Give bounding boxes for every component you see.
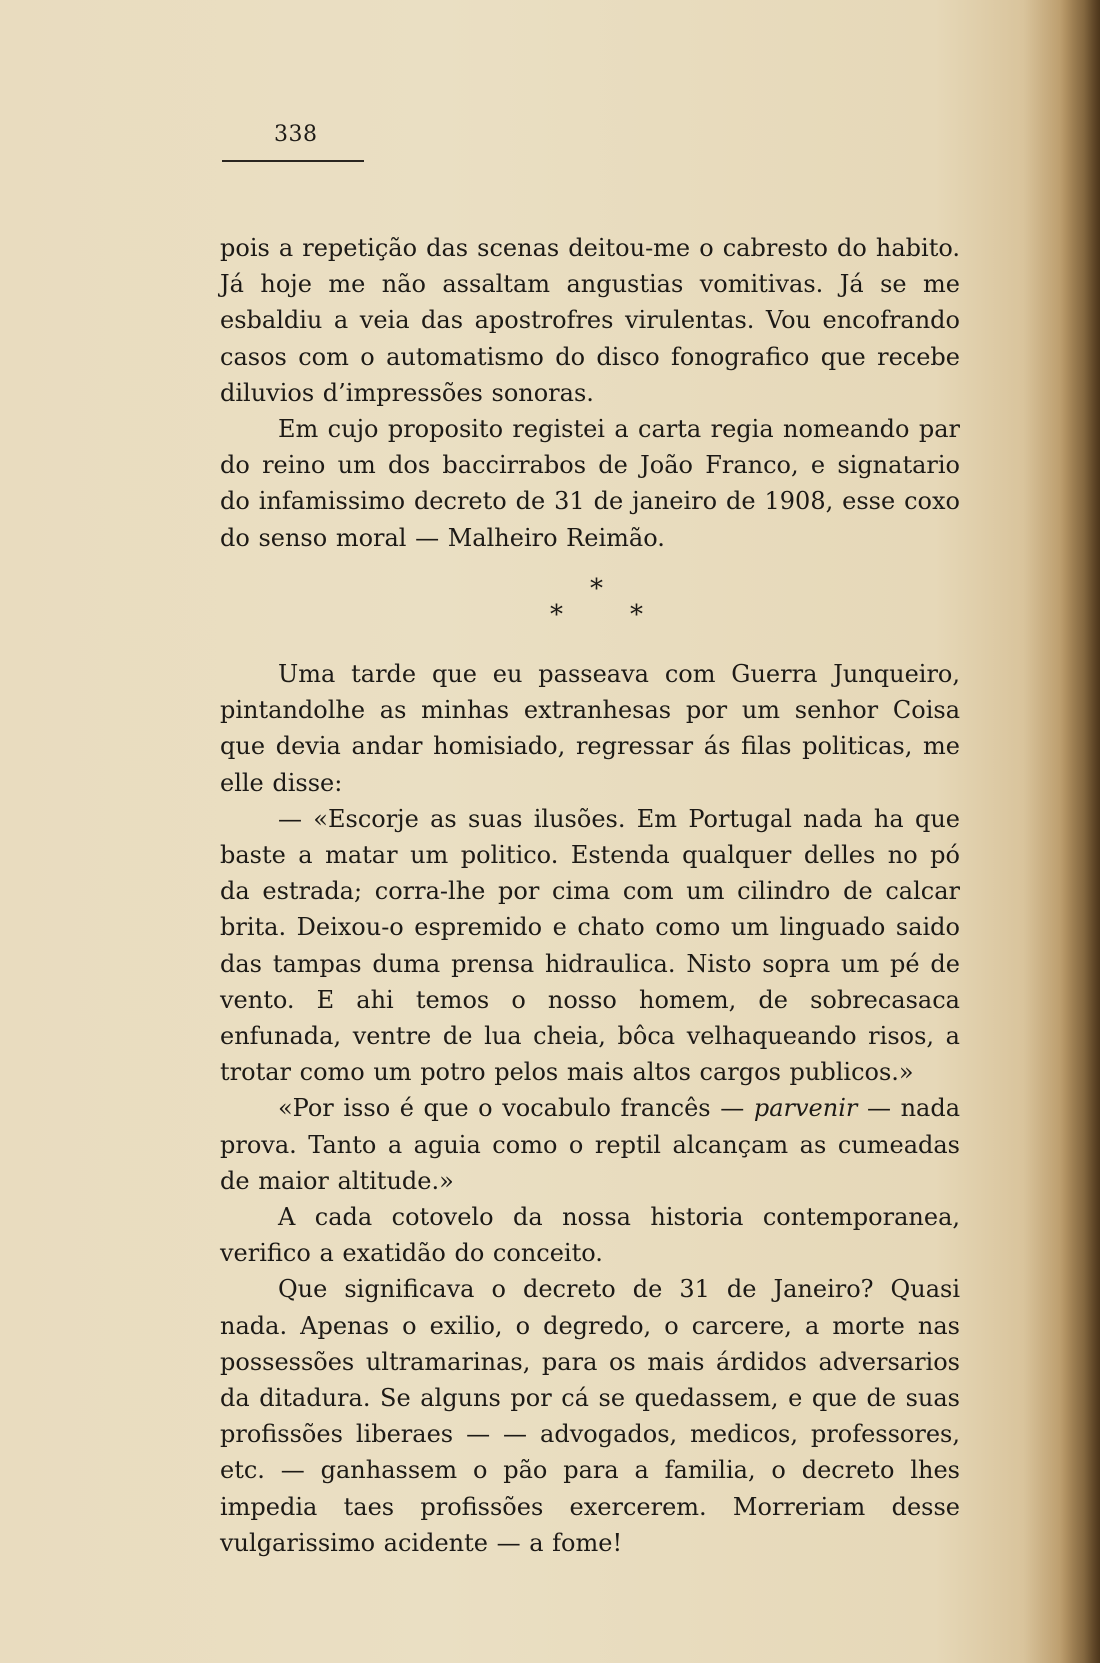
paragraph-quote <box>220 1090 960 1199</box>
page-number: 338 <box>274 122 318 147</box>
asterisk-left: * <box>550 600 563 630</box>
paragraph-quote: — «Escorje as suas ilusões. Em Portugal nada ha que baste a matar um politico. Estenda qualquer delles no pó da estrada; corra-lhe por cima com um cilindro de calcar brita. Deixou-o espremido e chato como um linguado saido das tampas duma prensa hidraulica. Nisto sopra um pé de vento. E ahi temos o nosso homem, de sobrecasaca enfunada, ventre de lua cheia, bôca velhaqueando risos, a trotar como um potro pelos mais altos cargos publicos.» <box>220 804 960 1087</box>
paragraph: A cada cotovelo da nossa historia contemporanea, verifico a exatidão do conceito. <box>220 1203 960 1268</box>
paragraph: Em cujo proposito registei a carta regia nomeando par do reino um dos baccirrabos de João Franco, e signatario do infamissimo decreto de 31 de janeiro de 1908, esse coxo do senso moral — Malheiro Reimão. <box>220 415 960 552</box>
text-block-top <box>220 230 960 556</box>
text-run: «Por isso é que o vocabulo francês — <box>278 1094 754 1123</box>
paragraph: Que significava o decreto de 31 de Janeiro? Quasi nada. Apenas o exilio, o degredo, o carcere, a morte nas possessões ultramarinas, para os mais árdidos adversarios da ditadura. Se alguns por cá se quedassem, e que de suas profissões liberaes — — advogados, medicos, professores, etc. — ganhassem o pão para a familia, o decreto lhes impedia taes profissões exercerem. Morreriam desse vulgarissimo acidente — a fome! <box>220 1275 960 1557</box>
asterisk-right: * <box>630 600 643 630</box>
text-run: — nada prova. Tanto a aguia como o reptil alcançam as cumeadas de maior altitude.» <box>220 1094 961 1195</box>
italic-term: parvenir <box>753 1094 858 1123</box>
paragraph: Uma tarde que eu passeava com Guerra Junqueiro, pintandolhe as minhas extranhesas por um senhor Coisa que devia andar homisiado, regressar ás filas politicas, me elle disse: <box>220 660 960 797</box>
header-rule <box>222 160 364 162</box>
asterisk-top: * <box>590 574 603 604</box>
paragraph-continuation: pois a repetição das scenas deitou-me o cabresto do habito. Já hoje me não assaltam angustias vomitivas. Já se me esbaldiu a veia das apostrofres virulentas. Vou encofrando casos com o automatismo do disco fonografico que recebe diluvios d’impressões sonoras. <box>220 234 960 407</box>
text-block-bottom <box>220 656 960 1561</box>
page-edge-shadow <box>1060 0 1100 1663</box>
asterism-separator <box>550 574 650 630</box>
